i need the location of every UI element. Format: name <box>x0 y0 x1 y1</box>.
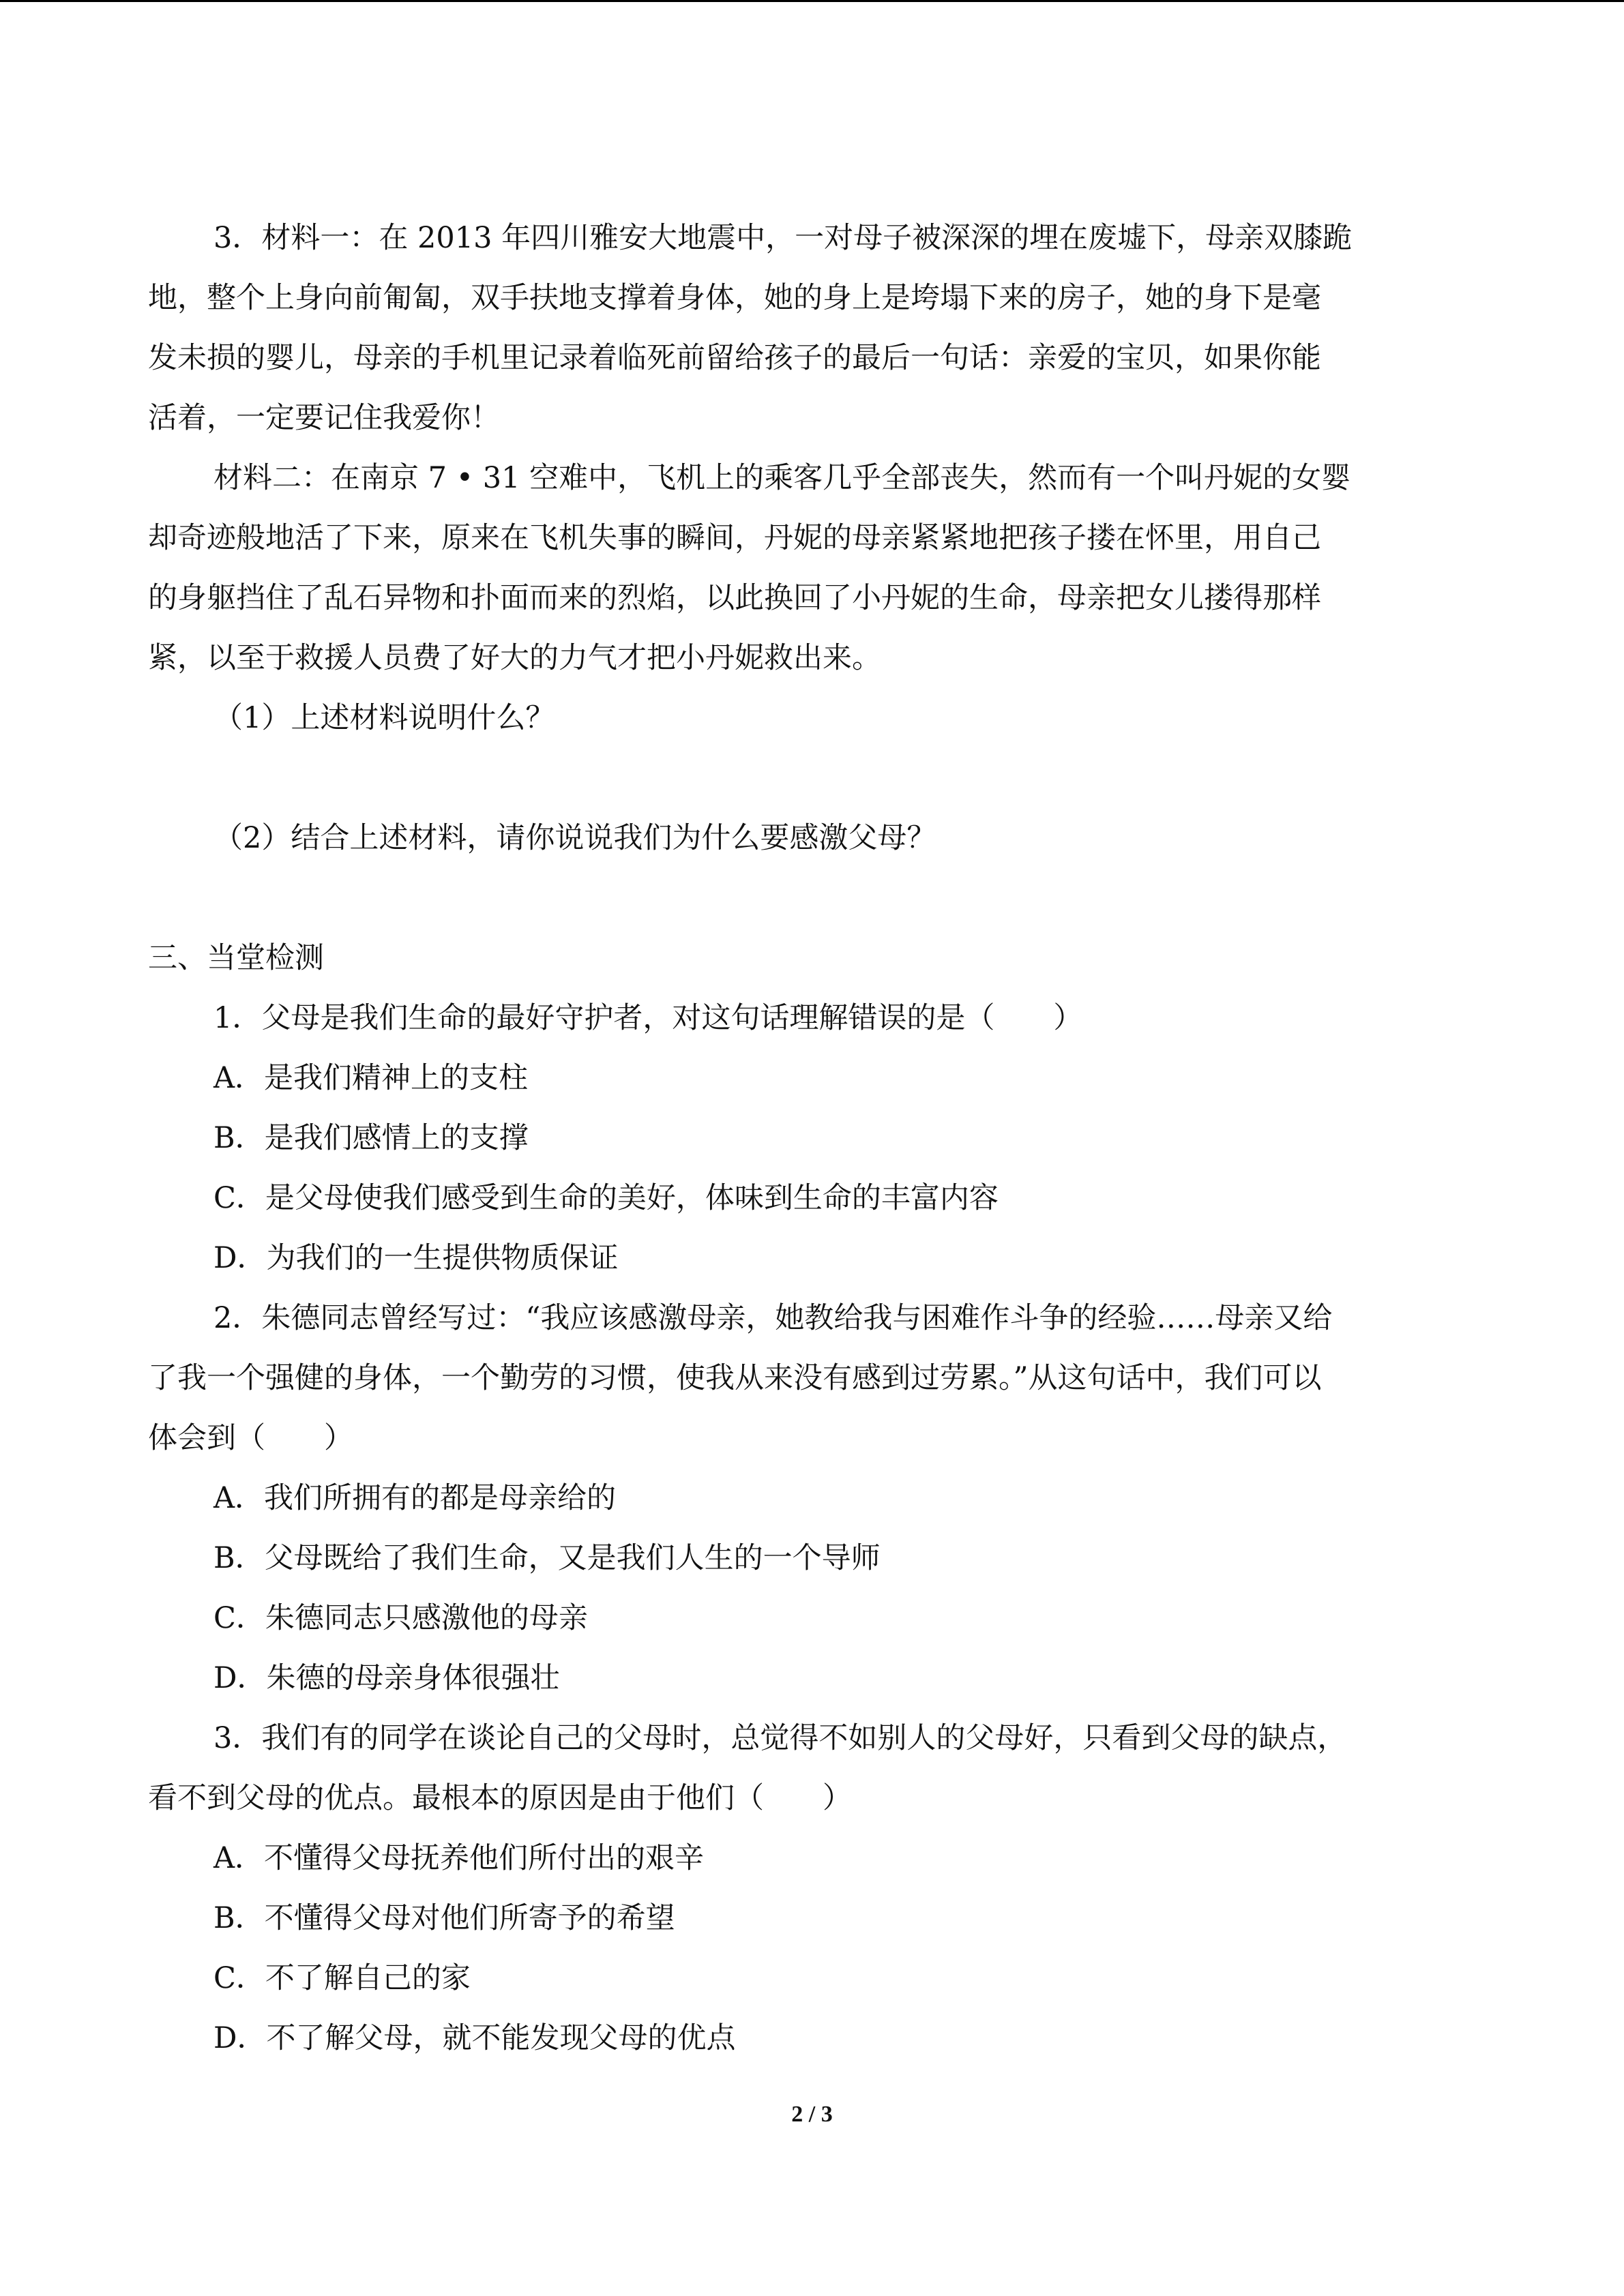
document-body <box>148 208 1478 2068</box>
material-paragraph-2 <box>148 448 1478 688</box>
paragraph-line: 地，整个上身向前匍匐，双手扶地支撑着身体，她的身上是垮塌下来的房子，她的身下是毫 <box>148 281 1321 315</box>
option-b: B．不懂得父母对他们所寄予的希望 <box>213 1901 675 1935</box>
option-a: A．不懂得父母抚养他们所付出的艰辛 <box>213 1841 705 1875</box>
option-a: A．是我们精神上的支柱 <box>213 1061 529 1095</box>
section-heading: 三、当堂检测 <box>148 941 324 975</box>
sub-question-2: （2）结合上述材料，请你说说我们为什么要感激父母？ <box>213 821 936 855</box>
option-d: D．为我们的一生提供物质保证 <box>213 1241 619 1275</box>
option-b: B．是我们感情上的支撑 <box>213 1121 529 1155</box>
question-stem: 2．朱德同志曾经写过：“我应该感激母亲，她教给我与困难作斗争的经验……母亲又给 <box>213 1301 1333 1335</box>
option-c: C．是父母使我们感受到生命的美好，体味到生命的丰富内容 <box>213 1181 999 1215</box>
question-stem: 3．我们有的同学在谈论自己的父母时，总觉得不如别人的父母好，只看到父母的缺点， <box>213 1721 1347 1755</box>
option-c: C．朱德同志只感激他的母亲 <box>213 1601 588 1635</box>
answer-space <box>148 748 1478 808</box>
question-stem: 体会到（ ） <box>148 1421 353 1455</box>
paragraph-line: 活着，一定要记住我爱你！ <box>148 401 500 435</box>
question-1 <box>148 988 1478 1288</box>
question-stem: 看不到父母的优点。最根本的原因是由于他们（ ） <box>148 1781 852 1815</box>
top-border-rule <box>0 0 1624 2</box>
question-3 <box>148 1708 1478 2068</box>
option-d: D．不了解父母，就不能发现父母的优点 <box>213 2021 736 2055</box>
paragraph-line: 的身躯挡住了乱石异物和扑面而来的烈焰，以此换回了小丹妮的生命，母亲把女儿搂得那样 <box>148 581 1321 615</box>
option-d: D．朱德的母亲身体很强壮 <box>213 1661 560 1695</box>
option-a: A．我们所拥有的都是母亲给的 <box>213 1481 617 1515</box>
page-number: 2 / 3 <box>791 2102 833 2127</box>
sub-question-1: （1）上述材料说明什么？ <box>213 701 555 735</box>
paragraph-line: 紧，以至于救援人员费了好大的力气才把小丹妮救出来。 <box>148 641 881 675</box>
paragraph-line: 3．材料一：在 2013 年四川雅安大地震中，一对母子被深深的埋在废墟下，母亲双膝跪 <box>213 221 1353 255</box>
question-stem: 1．父母是我们生命的最好守护者，对这句话理解错误的是（ ） <box>213 1001 1083 1035</box>
option-b: B．父母既给了我们生命，又是我们人生的一个导师 <box>213 1541 881 1575</box>
option-c: C．不了解自己的家 <box>213 1961 471 1995</box>
paragraph-line: 材料二：在南京 7 • 31 空难中，飞机上的乘客几乎全部丧失，然而有一个叫丹妮的女婴 <box>213 461 1351 495</box>
question-2 <box>148 1288 1478 1708</box>
material-paragraph-1 <box>148 208 1478 448</box>
paragraph-line: 却奇迹般地活了下来，原来在飞机失事的瞬间，丹妮的母亲紧紧地把孩子搂在怀里，用自己 <box>148 521 1321 555</box>
question-stem: 了我一个强健的身体，一个勤劳的习惯，使我从来没有感到过劳累。”从这句话中，我们可以 <box>148 1361 1322 1395</box>
answer-space <box>148 868 1478 928</box>
paragraph-line: 发未损的婴儿，母亲的手机里记录着临死前留给孩子的最后一句话：亲爱的宝贝，如果你能 <box>148 341 1321 375</box>
